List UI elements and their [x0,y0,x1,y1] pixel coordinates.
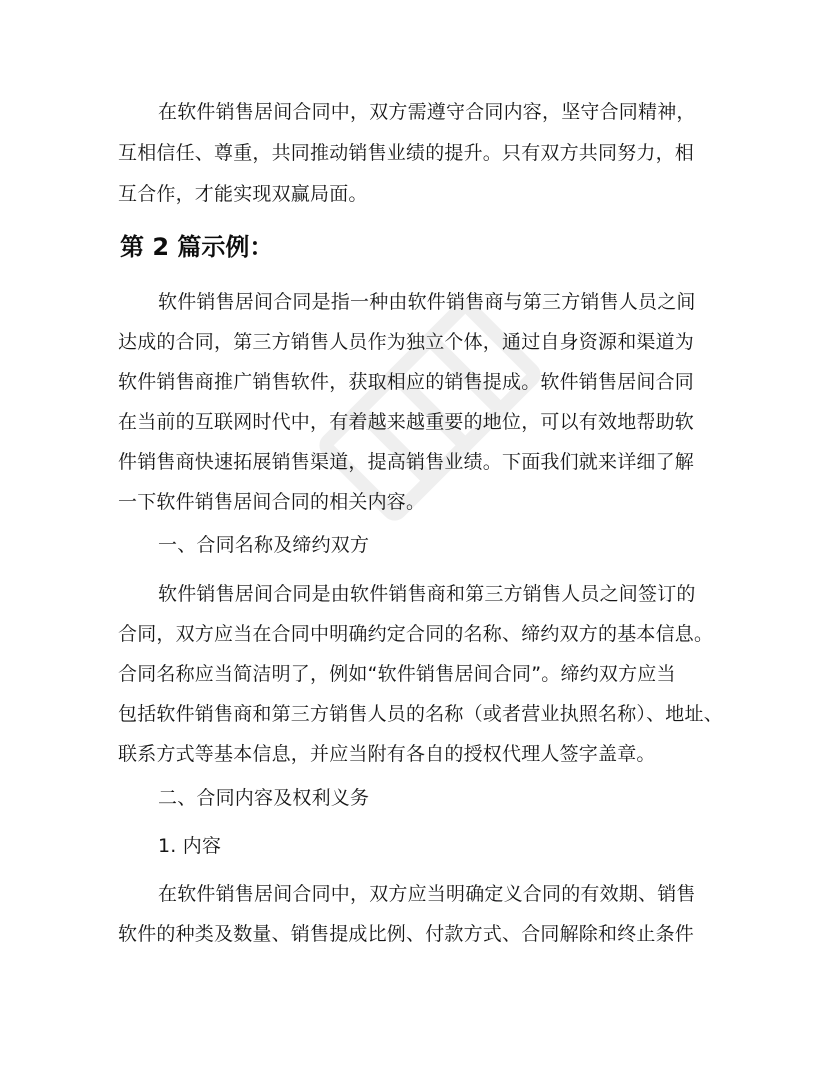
paragraph-line: 联系方式等基本信息，并应当附有各自的授权代理人签字盖章。 [118,743,656,765]
paragraph-line: 互相信任、尊重，共同推动销售业绩的提升。只有双方共同努力，相 [118,142,695,164]
paragraph-line: 软件的种类及数量、销售提成比例、付款方式、合同解除和终止条件 [118,923,695,945]
paragraph-line: 达成的合同，第三方销售人员作为独立个体，通过自身资源和渠道为 [118,331,695,353]
paragraph-line: 一下软件销售居间合同的相关内容。 [118,491,426,513]
section-two-title: 二、合同内容及权利义务 [158,787,370,809]
paragraph-line: 软件销售商推广销售软件，获取相应的销售提成。软件销售居间合同 [118,371,695,393]
paragraph-line: 软件销售居间合同是指一种由软件销售商与第三方销售人员之间 [158,291,696,313]
paragraph-line: 件销售商快速拓展销售渠道，提高销售业绩。下面我们就来详细了解 [118,451,695,473]
paragraph-line: 在当前的互联网时代中，有着越来越重要的地位，可以有效地帮助软 [118,411,695,433]
paragraph-line: 软件销售居间合同是由软件销售商和第三方销售人员之间签订的 [158,583,696,605]
subsection-title: 1. 内容 [158,835,222,857]
paragraph-line: 合同名称应当简洁明了，例如“软件销售居间合同”。缔约双方应当 [118,663,676,685]
paragraph-line: 在软件销售居间合同中，双方应当明确定义合同的有效期、销售 [158,883,696,905]
section-heading: 第 2 篇示例： [120,233,274,261]
paragraph-line: 互合作，才能实现双赢局面。 [118,183,368,205]
paragraph-line: 在软件销售居间合同中，双方需遵守合同内容，坚守合同精神， [158,101,696,123]
paragraph-line: 合同，双方应当在合同中明确约定合同的名称、缔约双方的基本信息。 [118,623,714,645]
paragraph-line: 包括软件销售商和第三方销售人员的名称（或者营业执照名称）、地址、 [118,703,723,725]
section-one-title: 一、合同名称及缔约双方 [158,534,370,556]
